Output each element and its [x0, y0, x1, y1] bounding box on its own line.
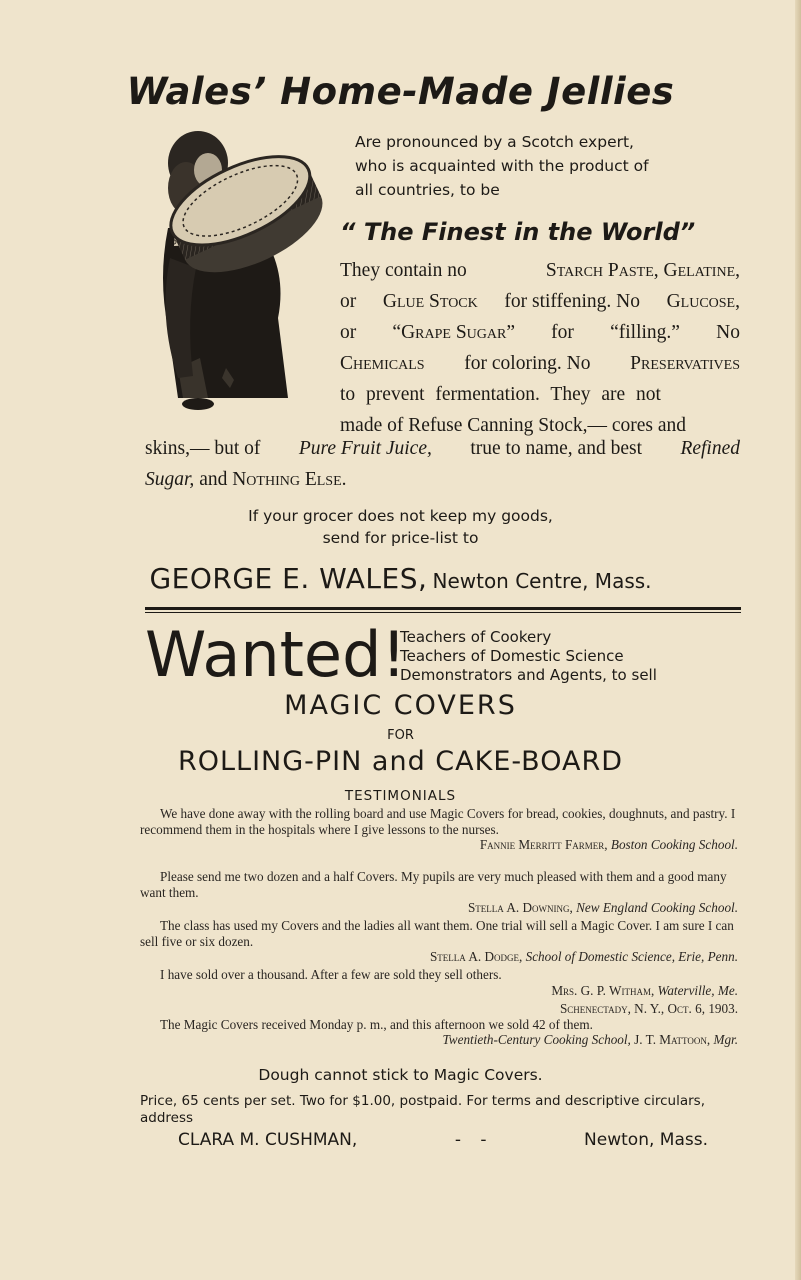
testimonial [140, 806, 740, 853]
body-text: Starch Paste, Gelatine, [545, 260, 740, 281]
testimonial-signature [140, 983, 740, 999]
wanted-item: Demonstrators and Agents, to sell [400, 666, 657, 684]
body-text: for coloring. No [464, 353, 591, 374]
testimonial-text: The Magic Covers received Monday p. m., and this afternoon we sold 42 of them. [160, 1016, 593, 1032]
girl-illustration [138, 118, 328, 418]
body-text: Glue Stock [382, 291, 478, 312]
body-text: or [340, 291, 357, 312]
body-text: Preservatives [630, 353, 740, 374]
body-text: “filling.” [610, 322, 680, 343]
intro-line: who is acquainted with the product of [355, 157, 649, 175]
wanted-list [400, 628, 657, 685]
body-text: to prevent fermentation. They are not [340, 384, 661, 405]
testimonials-heading: TESTIMONIALS [344, 788, 457, 804]
testimonial-text: The class has used my Covers and the ladies all want them. One trial will sell a Magic Cover. I am sure I can sell five or six dozen. [140, 918, 734, 949]
contact-line [178, 1130, 708, 1150]
testimonial-signature [140, 837, 740, 853]
signer-name: Stella A. Downing, [467, 900, 573, 915]
body-text: Glucose, [666, 291, 740, 312]
signer-name: Mrs. G. P. Witham, [551, 982, 655, 998]
advertiser-name: GEORGE E. WALES, [149, 562, 428, 595]
testimonial-text: Please send me two dozen and a half Covers. My pupils are very much pleased with them and a good many want them. [140, 869, 727, 900]
body-text: and [194, 469, 233, 490]
signer-name: Fannie Merritt Farmer, [479, 837, 608, 852]
finest-slogan: “ The Finest in the World” [340, 218, 696, 246]
dough-slogan: Dough cannot stick to Magic Covers. [258, 1066, 543, 1084]
body-text: Nothing Else. [232, 469, 347, 490]
body-text: Refined [680, 438, 740, 459]
body-line-3 [340, 320, 740, 346]
intro-text [355, 130, 735, 202]
body-text: made of Refuse Canning Stock,— cores and [340, 415, 687, 436]
body-text: skins,— but of [145, 438, 261, 459]
testimonial-text: I have sold over a thousand. After a few are sold they sell others. [160, 967, 502, 982]
signer-org: Boston Cooking School. [610, 837, 738, 852]
testimonial-signature [140, 900, 740, 916]
testimonial-signature [140, 1032, 740, 1048]
body-text: Sugar, [145, 469, 195, 490]
body-line-7 [145, 436, 740, 462]
wales-ad-title: Wales’ Home-Made Jellies [126, 70, 675, 113]
for-label: FOR [387, 728, 414, 743]
advertiser-address [0, 562, 801, 595]
body-line-8 [145, 467, 347, 493]
magic-covers-heading: MAGIC COVERS [284, 690, 517, 721]
body-text: for [551, 322, 574, 343]
grocer-line: send for price-list to [322, 529, 479, 547]
testimonial [140, 918, 740, 965]
grocer-note [0, 505, 801, 549]
body-text: or [340, 322, 357, 343]
body-text: They contain no [340, 260, 467, 281]
grocer-line: If your grocer does not keep my goods, [248, 507, 553, 525]
contact-place: Newton, Mass. [584, 1130, 708, 1150]
wanted-item: Teachers of Cookery [400, 628, 552, 646]
rolling-pin-heading: ROLLING-PIN and CAKE-BOARD [177, 746, 624, 777]
signer-org: New England Cooking School. [576, 900, 738, 915]
advertiser-place: Newton Centre, Mass. [432, 569, 652, 593]
page-edge [795, 0, 801, 1280]
signer-org: School of Domestic Science, Erie, Penn. [525, 949, 738, 964]
wanted-heading: Wanted! [145, 618, 407, 691]
contact-name: CLARA M. CUSHMAN, [178, 1130, 358, 1150]
body-text: for stiffening. No [504, 291, 640, 312]
contact-dash: - - [454, 1130, 487, 1150]
signer-org: Waterville, Me. [657, 982, 738, 998]
wanted-item: Teachers of Domestic Science [400, 647, 624, 665]
testimonial-signature [140, 949, 740, 965]
testimonial [140, 869, 740, 916]
price-text: Price, 65 cents per set. Two for $1.00, postpaid. For terms and descriptive circulars, address [140, 1093, 706, 1126]
divider-rule [145, 612, 741, 613]
intro-line: Are pronounced by a Scotch expert, [355, 133, 634, 151]
body-text: Chemicals [340, 353, 425, 374]
body-text: No [716, 322, 740, 343]
signer-org: Twentieth-Century Cooking School, [442, 1032, 631, 1047]
intro-line: all countries, to be [355, 181, 500, 199]
body-text: “Grape Sugar” [392, 322, 515, 343]
body-line-4 [340, 351, 740, 377]
signer-name: Stella A. Dodge, [429, 949, 523, 964]
body-line-5 [340, 382, 740, 408]
body-line-1 [340, 258, 740, 284]
body-line-2 [340, 289, 740, 315]
testimonial-text: We have done away with the rolling board and use Magic Covers for bread, cookies, doughnuts, and pastry. I recommend them in the hospitals where I give lessons to the nurses. [140, 806, 736, 837]
body-text: true to name, and best [470, 438, 642, 459]
testimonial [140, 967, 740, 998]
signer-name: J. T. Mattoon, [634, 1032, 711, 1047]
testimonial [140, 1001, 740, 1048]
testimonial-dateline: Schenectady, N. Y., Oct. 6, 1903. [559, 1001, 738, 1016]
body-text: Pure Fruit Juice, [298, 438, 432, 459]
divider-rule [145, 607, 741, 610]
signer-title: Mgr. [713, 1032, 738, 1047]
